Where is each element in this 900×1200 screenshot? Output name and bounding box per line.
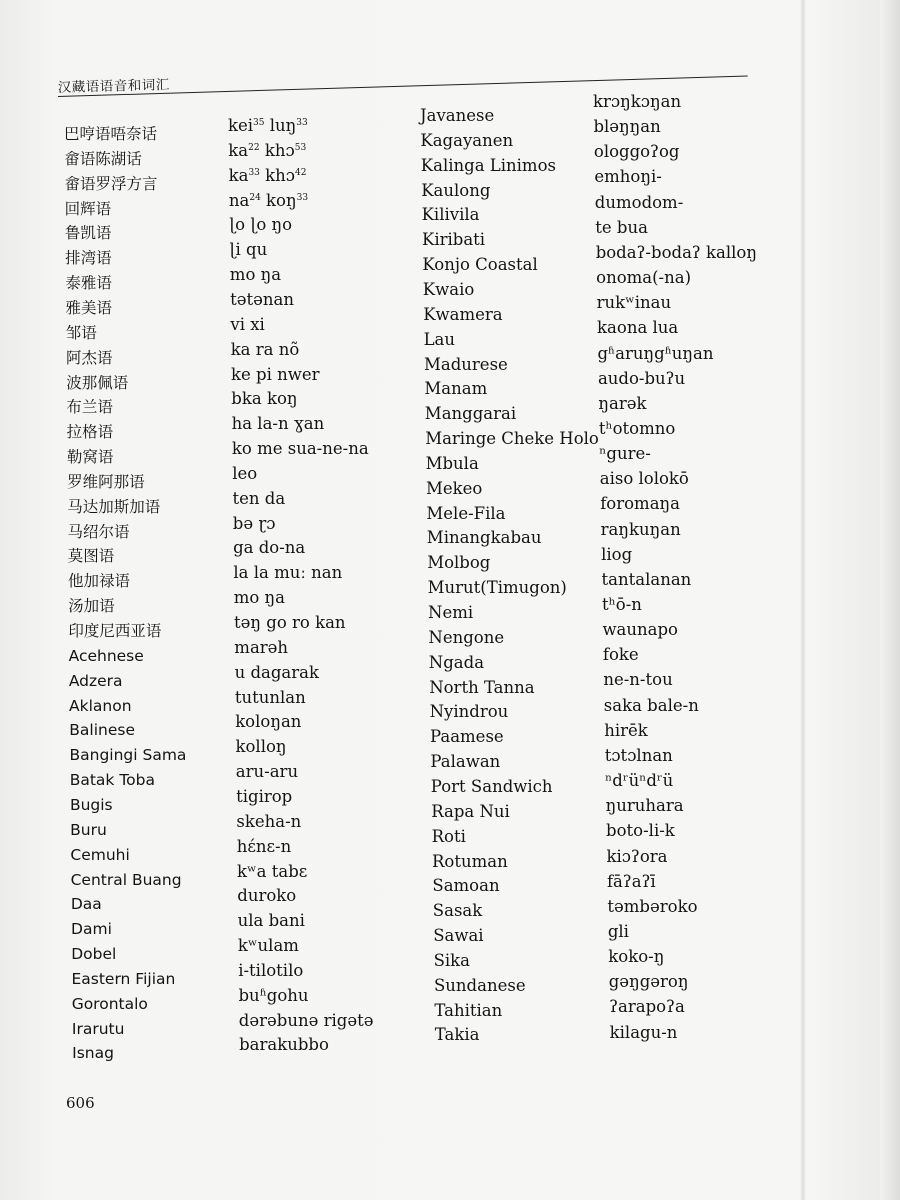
column-4-entry: kilagu-n	[609, 1022, 678, 1042]
column-4-entry: foke	[602, 645, 639, 665]
column-1-entry: Eastern Fijian	[71, 969, 176, 988]
column-3-entry: Nengone	[428, 627, 505, 647]
column-3-entry: Rotuman	[432, 851, 508, 871]
column-2-entry: hɛ́nɛ-n	[236, 836, 292, 856]
column-4-entry: fāʔaʔī	[606, 871, 656, 891]
column-1-entry: 布兰语	[66, 398, 113, 417]
column-4-entry: bləŋŋan	[593, 117, 661, 137]
column-3-entry: Murut(Timugon)	[427, 578, 567, 598]
column-2-entry: ha la-n ɣan	[231, 414, 325, 434]
column-2-entry: təŋ go ro kan	[234, 613, 346, 632]
column-3-entry: Madurese	[424, 354, 508, 374]
column-2-entry: ka ra nõ	[230, 339, 300, 359]
column-4-entry: krɔŋkɔŋan	[593, 92, 682, 111]
column-2-entry: bə ɽɔ	[232, 513, 276, 533]
column-1-entry: 巴哼语唔奈话	[64, 125, 158, 143]
column-4-entry: ⁿdʳüⁿdʳü	[605, 771, 674, 791]
column-3-entry: Kwaio	[422, 279, 475, 299]
column-1-entry: 莫图语	[67, 547, 115, 566]
column-2-entry: ɭi qu	[229, 240, 268, 260]
column-4-entry: waunapo	[602, 620, 678, 640]
column-4-entry: dumodom-	[594, 192, 684, 212]
column-1-entry: Aklanon	[69, 696, 132, 715]
column-4-entry: foromaŋa	[600, 494, 680, 514]
column-2-entry: kʷa tabɛ	[237, 861, 308, 881]
column-2-entry: i-tilotilo	[238, 960, 304, 980]
column-3-entry: Javanese	[420, 106, 495, 125]
column-4-entry: saka bale-n	[603, 695, 699, 715]
column-4-entry: aiso lolokō	[599, 469, 689, 489]
column-2-entry: la la muː nan	[233, 563, 343, 583]
column-4-entry: raŋkuŋan	[600, 519, 681, 539]
column-2-entry: kʷulam	[237, 936, 299, 956]
column-1-entry: 马达加斯加语	[67, 497, 161, 516]
column-4-entry: liog	[601, 544, 633, 564]
column-4-entry: ⁿgure-	[599, 444, 651, 464]
column-3-entry: Roti	[431, 826, 466, 846]
column-1-entry: 马绍尔语	[67, 522, 130, 541]
column-2-entry: aru-aru	[235, 762, 299, 782]
column-1-entry: 印度尼西亚语	[68, 622, 162, 640]
column-4-entry: ŋuruhara	[605, 796, 684, 816]
column-4-entry: hirēk	[604, 720, 648, 740]
column-4-entry: ne-n-tou	[603, 670, 673, 690]
column-2-entry: kolloŋ	[235, 737, 287, 757]
column-3-entry: Konjo Coastal	[422, 255, 538, 275]
column-1-entry: 回辉语	[64, 199, 112, 218]
column-2-entry: ten da	[232, 488, 286, 508]
column-4-entry: tʰotomno	[598, 418, 676, 438]
column-1-entry: Dobel	[71, 945, 117, 964]
column-3-entry: Mbula	[425, 453, 479, 473]
column-4-entry: tantalanan	[601, 569, 692, 589]
column-3-entry: Mele-Fila	[426, 503, 506, 523]
column-1-entry: 拉格语	[66, 423, 114, 442]
page-edge	[880, 0, 900, 1200]
column-2-entry: dərəbunə rigətə	[238, 1010, 374, 1030]
column-2-entry: ga do-na	[233, 538, 306, 558]
column-1-entry: Gorontalo	[71, 994, 148, 1013]
column-4-entry: koko-ŋ	[608, 947, 665, 967]
column-2-entry: ko me sua-ne-na	[231, 439, 369, 459]
column-3-entry: Maringe Cheke Holo	[425, 429, 599, 449]
column-3-entry: Rapa Nui	[431, 801, 510, 821]
column-2-entry: buʱgohu	[238, 985, 309, 1005]
column-3-entry: Mekeo	[426, 478, 483, 498]
column-1-entry: 畲语罗浮方言	[64, 174, 158, 193]
column-1-entry: Daa	[70, 895, 102, 914]
column-3-entry: Kaulong	[421, 180, 491, 200]
column-3-entry: Minangkabau	[426, 528, 542, 548]
column-2-entry: vi xi	[230, 314, 265, 334]
column-4-entry: emhoŋi-	[594, 167, 662, 187]
column-2-entry: u dagarak	[234, 662, 319, 682]
column-1-entry: Balinese	[69, 721, 135, 740]
column-3-entry: Manggarai	[424, 404, 517, 424]
column-2-entry: koloŋan	[235, 712, 302, 732]
column-4-entry: onoma(-na)	[596, 268, 692, 288]
column-1-entry: Batak Toba	[69, 771, 155, 790]
column-2-entry: tutunlan	[234, 687, 306, 707]
column-2-entry: marəh	[234, 637, 289, 657]
column-4-entry: kiɔʔora	[606, 846, 668, 866]
column-1-entry: Acehnese	[68, 646, 144, 665]
column-1-entry: Central Buang	[70, 870, 182, 889]
column-1-entry: 邹语	[65, 323, 97, 342]
page-number: 606	[66, 1094, 95, 1112]
column-1-entry: 波那佩语	[66, 373, 129, 392]
running-header: 汉藏语语音和词汇	[57, 77, 170, 96]
column-3-entry: Manam	[424, 379, 488, 399]
column-3-entry: Lau	[423, 329, 456, 349]
column-1-entry: Dami	[71, 920, 112, 939]
column-4-entry: te bua	[595, 217, 648, 237]
column-3-entry: Paamese	[430, 727, 504, 747]
column-2-entry: mo ŋa	[233, 588, 285, 608]
column-2-entry: tigirop	[236, 786, 293, 806]
column-3-entry: Palawan	[430, 752, 501, 772]
page-fold-shadow	[800, 0, 806, 1200]
column-2-entry: ke pi nwer	[231, 364, 320, 384]
column-3-entry: Nyindrou	[429, 702, 509, 722]
column-4-entry: bodaʔ-bodaʔ kalloŋ	[595, 242, 757, 262]
column-1-entry: Bangingi Sama	[69, 746, 187, 765]
column-1-entry: Buru	[70, 820, 107, 839]
column-3-entry: Kiribati	[422, 230, 486, 250]
column-2-entry: mo ŋa	[229, 265, 282, 285]
column-1-entry: 鲁凯语	[64, 224, 112, 243]
column-4-entry: gʱaruŋgʱuŋan	[597, 343, 714, 363]
column-1-entry: 畲语陈湖话	[64, 149, 142, 168]
column-4-entry: tʰō-n	[602, 595, 642, 614]
column-4-entry: kaona lua	[597, 318, 679, 338]
column-3-entry: Port Sandwich	[430, 776, 553, 796]
column-1-entry: 阿杰语	[65, 348, 113, 367]
column-2-entry: kei$^{35}$ luŋ$^{33}$	[228, 116, 308, 135]
column-4-entry: tɔtɔlnan	[604, 745, 673, 765]
column-4-entry: boto-li-k	[606, 821, 675, 841]
column-1-entry: Bugis	[69, 795, 113, 814]
column-3-entry: Tahitian	[434, 1000, 503, 1020]
column-4-entry: ʔarapoʔa	[609, 997, 685, 1017]
column-2-entry: leo	[232, 463, 258, 483]
column-3-entry: Samoan	[432, 876, 500, 896]
column-1-entry: Irarutu	[71, 1019, 125, 1038]
column-1-entry: 雅美语	[65, 298, 113, 317]
column-1-entry: Isnag	[72, 1044, 114, 1063]
column-3-entry: Kagayanen	[420, 130, 514, 150]
column-3-entry: Sasak	[432, 901, 483, 921]
column-3-entry: Kalinga Linimos	[420, 155, 556, 175]
column-3-entry: Kilivila	[421, 205, 480, 225]
column-4-entry: gli	[607, 921, 629, 941]
column-1-entry: 泰雅语	[65, 274, 112, 293]
column-3-entry: Molbog	[427, 553, 491, 573]
column-2-entry: $na^{24}$ koŋ$^{33}$	[228, 190, 309, 210]
column-4-entry: rukʷinau	[596, 293, 672, 313]
column-2-entry: ula bani	[237, 911, 305, 931]
column-2-entry: tətənan	[230, 289, 294, 309]
column-1-entry: 汤加语	[68, 597, 115, 616]
column-1-entry: 勒窝语	[66, 448, 114, 467]
column-3-entry: Sika	[433, 950, 471, 970]
column-3-entry: Sundanese	[434, 975, 526, 995]
column-3-entry: Ngada	[428, 652, 485, 672]
column-1-entry: 罗维阿那语	[67, 472, 145, 491]
column-3-entry: Nemi	[428, 603, 474, 622]
column-3-entry: Kwamera	[423, 304, 503, 324]
column-3-entry: North Tanna	[429, 677, 535, 697]
column-4-entry: təmbəroko	[607, 896, 698, 916]
column-2-entry: duroko	[237, 886, 297, 906]
column-2-entry: skeha-n	[236, 811, 302, 831]
column-1-entry: 他加禄语	[67, 572, 130, 591]
column-3-entry: Sawai	[433, 926, 484, 946]
column-1-entry: 排湾语	[65, 249, 112, 268]
column-4-entry: ologgoʔog	[593, 142, 680, 162]
column-4-entry: ŋarək	[598, 393, 647, 413]
column-1-entry: Adzera	[68, 671, 123, 690]
column-2-entry: $ka^{33}$ khɔ$^{42}$	[228, 165, 307, 185]
column-1-entry: Cemuhi	[70, 845, 130, 864]
column-2-entry: ɭo ɭo ŋo	[229, 215, 293, 235]
column-3-entry: Takia	[434, 1025, 480, 1045]
column-2-entry: bka koŋ	[231, 389, 298, 409]
column-4-entry: gəŋgəroŋ	[608, 972, 689, 992]
column-2-entry: barakubbo	[239, 1035, 329, 1055]
column-4-entry: audo-buʔu	[597, 368, 686, 388]
column-2-entry: $ka^{22}$ khɔ$^{53}$	[228, 140, 307, 160]
